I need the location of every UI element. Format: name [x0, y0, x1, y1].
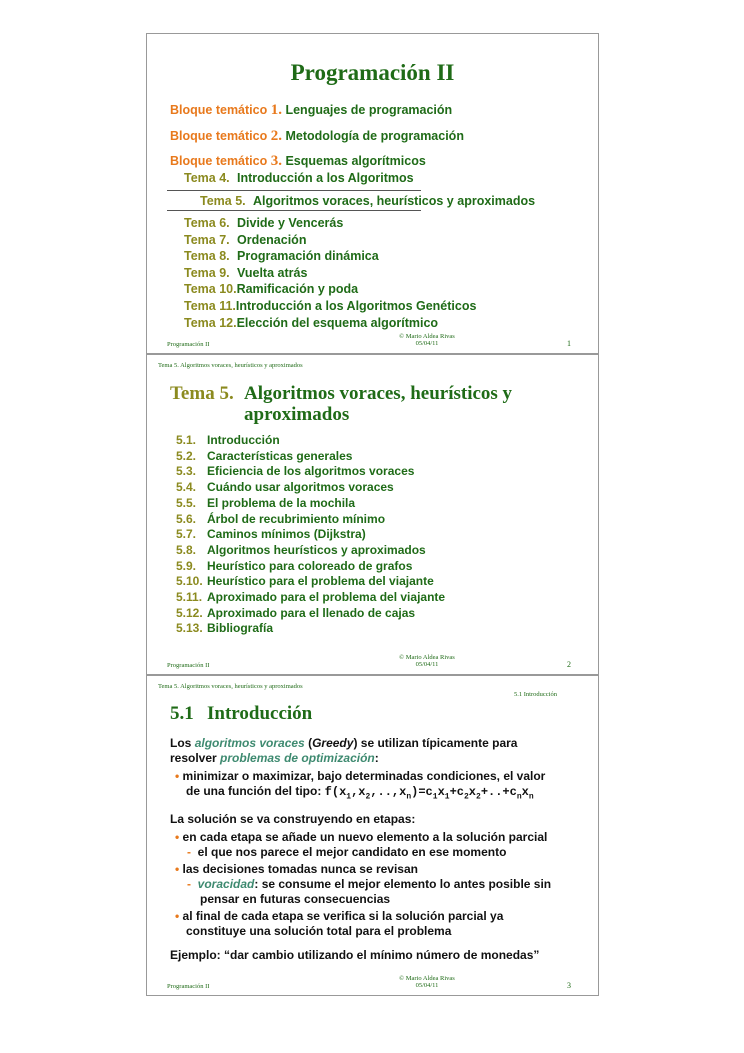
p1-text: Los	[170, 736, 192, 750]
bloque-prefix: Bloque temático	[170, 103, 268, 117]
footer-author: © Mario Aldea Rivas	[399, 333, 455, 340]
tema-num: Tema 4.	[184, 171, 230, 185]
toc-item	[176, 464, 445, 480]
section-tag: 5.1 Introducción	[514, 691, 557, 698]
bloque-3	[170, 153, 426, 170]
tema-text: Divide y Vencerás	[237, 216, 344, 230]
bloque-num: 2.	[270, 128, 282, 144]
tema-num: Tema 6.	[184, 216, 230, 230]
footer-center	[387, 333, 467, 347]
bloque-prefix: Bloque temático	[170, 154, 268, 168]
divider-top	[167, 190, 421, 191]
footer-center	[387, 975, 467, 989]
bullet-4	[170, 909, 551, 939]
tema-item	[184, 171, 414, 185]
tema-text: Vuelta atrás	[237, 266, 308, 280]
toc-num: 5.6.	[176, 511, 197, 526]
formula: $f(x_1,x_2,..,x_n)=c_1x_1+c_2x_2+..+c_nx_n$	[324, 785, 534, 802]
toc-num: 5.5.	[176, 495, 197, 510]
toc-item	[176, 512, 445, 528]
toc-text: Características generales	[207, 448, 353, 463]
toc-text: El problema de la mochila	[207, 495, 356, 510]
bullet-text: constituye una solución total para el problema	[186, 924, 452, 939]
title-num: Tema 5.	[170, 383, 234, 404]
slide-header: Tema 5. Algoritmos voraces, heurísticos y aproximados	[158, 362, 303, 369]
dash-text: : se consume el mejor elemento lo antes posible sin	[254, 877, 552, 892]
dash-icon: -	[187, 877, 191, 892]
tema-text: Introducción a los Algoritmos Genéticos	[235, 299, 477, 313]
slide-title	[244, 383, 512, 425]
bloque-2	[170, 128, 464, 145]
tema-item	[184, 216, 343, 230]
footer-date: 05/04/11	[415, 340, 439, 347]
toc-item	[176, 590, 445, 606]
tema-num: Tema 5.	[200, 194, 246, 208]
toc-num: 5.13.	[176, 621, 203, 636]
footer-center	[387, 654, 467, 668]
slide-2	[146, 354, 599, 675]
p1-colon: :	[374, 751, 379, 765]
bloque-text: Esquemas algorítmicos	[285, 154, 426, 168]
title-num: 5.1	[170, 703, 194, 724]
bullet-3	[170, 862, 551, 877]
footer-date: 05/04/11	[415, 661, 439, 668]
slide-title	[170, 703, 312, 725]
paragraph-3: Ejemplo: “dar cambio utilizando el mínimo número de monedas”	[170, 948, 540, 963]
bloque-text: Metodología de programación	[285, 129, 464, 143]
dash-3-cont: pensar en futuras consecuencias	[200, 892, 391, 907]
toc-item	[176, 543, 445, 559]
toc-text: Algoritmos heurísticos y aproximados	[207, 542, 426, 557]
bloque-1	[170, 102, 452, 119]
page-number: 3	[567, 981, 571, 990]
bullet-text: las decisiones tomadas nunca se revisan	[182, 862, 418, 877]
toc-num: 5.7.	[176, 527, 197, 542]
toc-item	[176, 621, 445, 637]
footer-left: Programación II	[167, 341, 210, 348]
tema-item	[184, 316, 438, 330]
divider-bottom	[167, 210, 421, 211]
tema-num: Tema 11.	[184, 299, 236, 313]
footer-author: © Mario Aldea Rivas	[399, 975, 455, 982]
toc-item	[176, 496, 445, 512]
toc-num: 5.4.	[176, 480, 197, 495]
tema-num: Tema 7.	[184, 233, 230, 247]
bloque-text: Lenguajes de programación	[285, 103, 453, 117]
bullet-2	[170, 830, 551, 845]
toc-num: 5.10.	[176, 574, 203, 589]
p1-term: algoritmos voraces	[194, 736, 305, 750]
toc-num: 5.1.	[176, 433, 197, 447]
tema-text: Ramificación y poda	[236, 282, 359, 296]
title-line-2: aproximados	[244, 404, 350, 425]
bullet-text: al final de cada etapa se verifica si la solución parcial ya	[182, 909, 504, 924]
toc-text: Aproximado para el problema del viajante	[207, 590, 446, 605]
page-number: 2	[567, 660, 571, 669]
tema-item	[184, 282, 358, 296]
tema-text: Introducción a los Algoritmos	[237, 171, 414, 185]
tema-num: Tema 10.	[184, 282, 237, 296]
toc-num: 5.9.	[176, 558, 197, 573]
toc-text: Eficiencia de los algoritmos voraces	[207, 464, 415, 479]
toc-item	[176, 606, 445, 622]
dash-3	[170, 877, 551, 892]
bullet-icon: •	[175, 862, 180, 877]
dash-text: el que nos parece el mejor candidato en ese momento	[197, 845, 507, 860]
toc-item	[176, 527, 445, 543]
toc-item	[176, 574, 445, 590]
dash-icon: -	[187, 845, 191, 860]
bloque-num: 1.	[270, 102, 282, 118]
toc-text: Bibliografía	[207, 621, 274, 636]
dash-2	[170, 845, 551, 860]
slide-header: Tema 5. Algoritmos voraces, heurísticos y aproximados	[158, 683, 303, 690]
footer-left: Programación II	[167, 662, 210, 669]
tema-text: Elección del esquema algorítmico	[236, 316, 439, 330]
bullet-text: minimizar o maximizar, bajo determinadas condiciones, el valor	[182, 769, 546, 783]
toc-text: Árbol de recubrimiento mínimo	[207, 511, 386, 526]
bloque-prefix: Bloque temático	[170, 129, 268, 143]
toc-text: Heurístico para el problema del viajante	[207, 574, 434, 589]
toc-text: Heurístico para coloreado de grafos	[207, 558, 413, 573]
toc-item	[176, 433, 445, 449]
bloque-num: 3.	[270, 153, 282, 169]
tema-item	[184, 233, 306, 247]
slide-3	[146, 675, 599, 996]
tema-text: Algoritmos voraces, heurísticos y aproximados	[253, 194, 536, 208]
toc-item	[176, 449, 445, 465]
dash-term: voracidad	[197, 877, 255, 892]
footer-date: 05/04/11	[415, 982, 439, 989]
toc-num: 5.8.	[176, 542, 197, 557]
toc-text: Cuándo usar algoritmos voraces	[207, 480, 394, 495]
title-line-1: Algoritmos voraces, heurísticos y	[244, 383, 513, 404]
tema-item	[184, 249, 379, 263]
title-text: Introducción	[207, 703, 313, 724]
tema-item	[184, 266, 307, 280]
toc-text: Introducción	[207, 433, 280, 447]
page-number: 1	[567, 339, 571, 348]
paragraph-1	[170, 736, 551, 751]
tema-num: Tema 9.	[184, 266, 230, 280]
tema-text: Programación dinámica	[237, 249, 379, 263]
bullet-icon: •	[175, 909, 180, 924]
slide-title: Programación II	[290, 60, 455, 85]
toc-text: Aproximado para el llenado de cajas	[207, 605, 416, 620]
tema-num: Tema 8.	[184, 249, 230, 263]
p1-greedy: Greedy	[312, 736, 354, 750]
toc-item	[176, 480, 445, 496]
toc-num: 5.11.	[176, 590, 203, 605]
tema-text: Ordenación	[237, 233, 307, 247]
slide-1	[146, 33, 599, 354]
p1-term2: problemas de optimización	[220, 751, 375, 765]
toc-list	[176, 433, 445, 637]
paragraph-1-cont	[170, 751, 551, 766]
tema-num: Tema 12.	[184, 316, 237, 330]
tema-item-current	[200, 194, 535, 208]
p1-text3: resolver	[170, 751, 217, 765]
toc-num: 5.12.	[176, 605, 203, 620]
bullet-icon: •	[175, 769, 180, 783]
bullet-text: en cada etapa se añade un nuevo elemento a la solución parcial	[182, 830, 548, 845]
toc-num: 5.3.	[176, 464, 197, 479]
footer-author: © Mario Aldea Rivas	[399, 654, 455, 661]
bullet-text: de una función del tipo:	[186, 784, 322, 798]
p1-paren: (	[308, 736, 313, 750]
paragraph-2: La solución se va construyendo en etapas:	[170, 812, 416, 827]
toc-num: 5.2.	[176, 448, 197, 463]
toc-item	[176, 559, 445, 575]
footer-left: Programación II	[167, 983, 210, 990]
bullet-1	[170, 769, 551, 804]
p1-text2: ) se utilizan típicamente para	[353, 736, 518, 750]
bullet-icon: •	[175, 830, 180, 845]
tema-item	[184, 299, 476, 313]
toc-text: Caminos mínimos (Dijkstra)	[207, 527, 366, 542]
body	[170, 736, 551, 963]
